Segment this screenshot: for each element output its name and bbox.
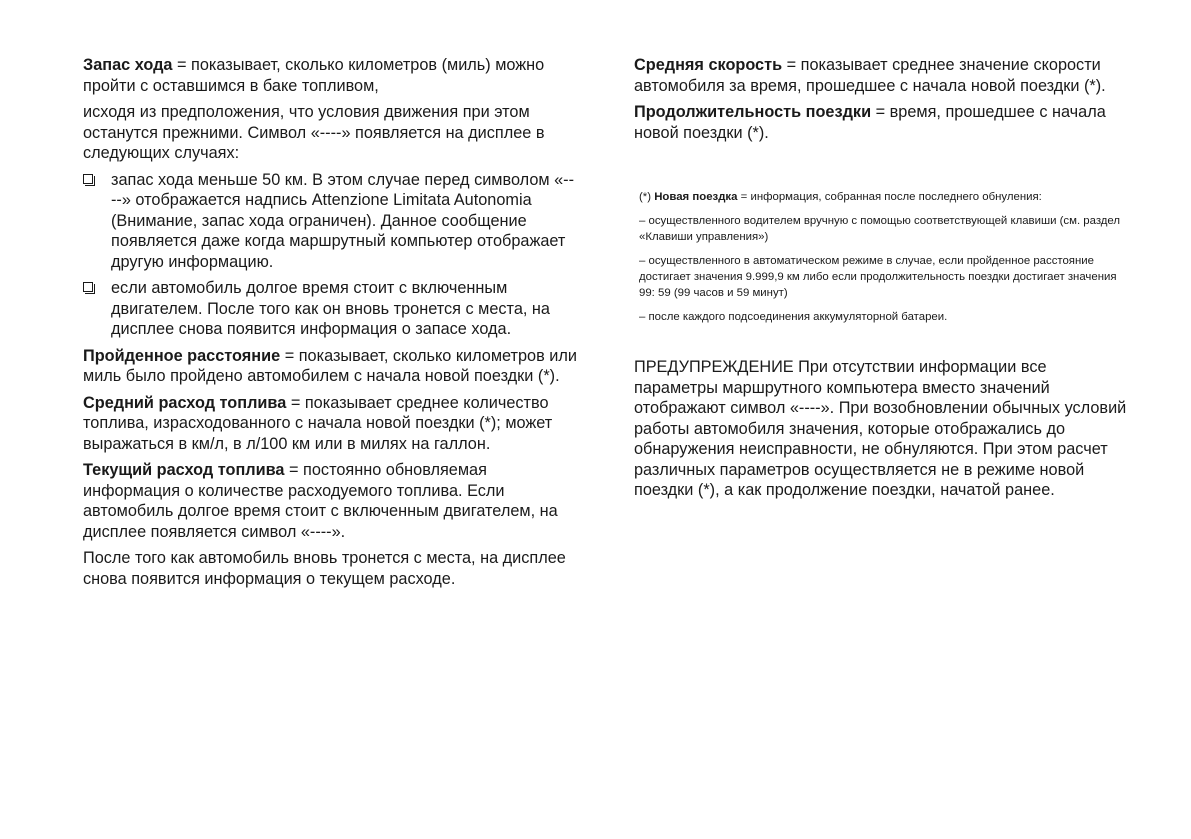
- average-consumption-paragraph: [83, 393, 578, 455]
- current-consumption-paragraph: [83, 460, 578, 542]
- distance-term: Пройденное расстояние: [83, 346, 281, 365]
- range-conditions-list: [83, 170, 578, 340]
- footnote-item: – осуществленного в автоматическом режиме в случае, если пройденное расстояние достигает значения 9.999,9 км либо если продолжительность поездки достигает значения 99: 59 (99 часов и 59 минут): [639, 255, 1117, 299]
- range-term: Запас хода: [83, 56, 173, 74]
- footnote-item: – после каждого подсоединения аккумуляторной батареи.: [639, 311, 948, 323]
- footnote-text: = информация, собранная после последнего обнуления:: [737, 191, 1042, 203]
- range-conditions-paragraph: исходя из предположения, что условия движения при этом останутся прежними. Символ «----» появляется на дисплее в следующих случаях:: [83, 103, 545, 162]
- trip-duration-paragraph: [634, 102, 1129, 143]
- footnote-term: Новая поездка: [654, 191, 738, 203]
- list-item: [83, 278, 578, 340]
- current-consumption-resume-paragraph: После того как автомобиль вновь тронется с места, на дисплее снова появится информация о текущем расходе.: [83, 549, 566, 588]
- list-item: [83, 170, 578, 273]
- distance-text: = показывает, сколько километров или миль было пройдено автомобилем с начала новой поездки (*).: [83, 346, 577, 385]
- list-item-text: запас хода меньше 50 км. В этом случае перед символом «----» отображается надпись Attenzione Limitata Autonomia (Внимание, запас хода ограничен). Данное сообщение появляется даже когда маршрутный компьютер отображает другую информацию.: [111, 170, 575, 271]
- footnote-definition: [639, 189, 1129, 205]
- trip-duration-text: = время, прошедшее с начала новой поездки (*).: [634, 103, 1106, 142]
- current-consumption-term: Текущий расход топлива: [83, 461, 285, 479]
- right-column: [634, 55, 1129, 517]
- checkbox-bullet-icon: [83, 282, 93, 292]
- trip-duration-term: Продолжительность поездки: [634, 103, 872, 121]
- average-speed-text: = показывает среднее значение скорости автомобиля за время, прошедшее с начала новой поездки (*).: [634, 56, 1106, 95]
- range-paragraph: [83, 55, 578, 96]
- list-item-text: если автомобиль долгое время стоит с включенным двигателем. После того как он вновь тронется с места, на дисплее снова появится информация о запасе хода.: [111, 279, 550, 338]
- left-column: [83, 55, 578, 595]
- footnote-marker: (*): [639, 191, 655, 203]
- average-speed-paragraph: [634, 55, 1129, 96]
- average-consumption-text: = показывает среднее количество топлива, израсходованного с начала новой поездки (*); может выражаться в км/л, в л/100 км или в милях на галлон.: [83, 393, 553, 453]
- checkbox-bullet-icon: [83, 174, 93, 184]
- warning-paragraph: ПРЕДУПРЕЖДЕНИЕ При отсутствии информации все параметры маршрутного компьютера вместо значений отображают символ «----». При возобновлении обычных условий работы автомобиля значения, которые отображались до обнаружения неисправности, не обнуляются. При этом расчет различных параметров осуществляется не в режиме новой поездки (*), а как продолжение поездки, начатой ранее.: [634, 358, 1127, 499]
- average-consumption-term: Средний расход топлива: [83, 393, 287, 412]
- average-speed-term: Средняя скорость: [634, 56, 783, 74]
- current-consumption-text: = постоянно обновляемая информация о количестве расходуемого топлива. Если автомобиль долгое время стоит с включенным двигателем, на дисплее появляется символ «----».: [83, 461, 558, 541]
- range-text: = показывает, сколько километров (миль) можно пройти с оставшимся в баке топливом,: [83, 56, 545, 95]
- footnote-item: – осуществленного водителем вручную с помощью соответствующей клавиши (см. раздел «Клавиши управления»): [639, 215, 1121, 243]
- new-trip-footnote: [634, 189, 1129, 325]
- distance-paragraph: [83, 346, 578, 387]
